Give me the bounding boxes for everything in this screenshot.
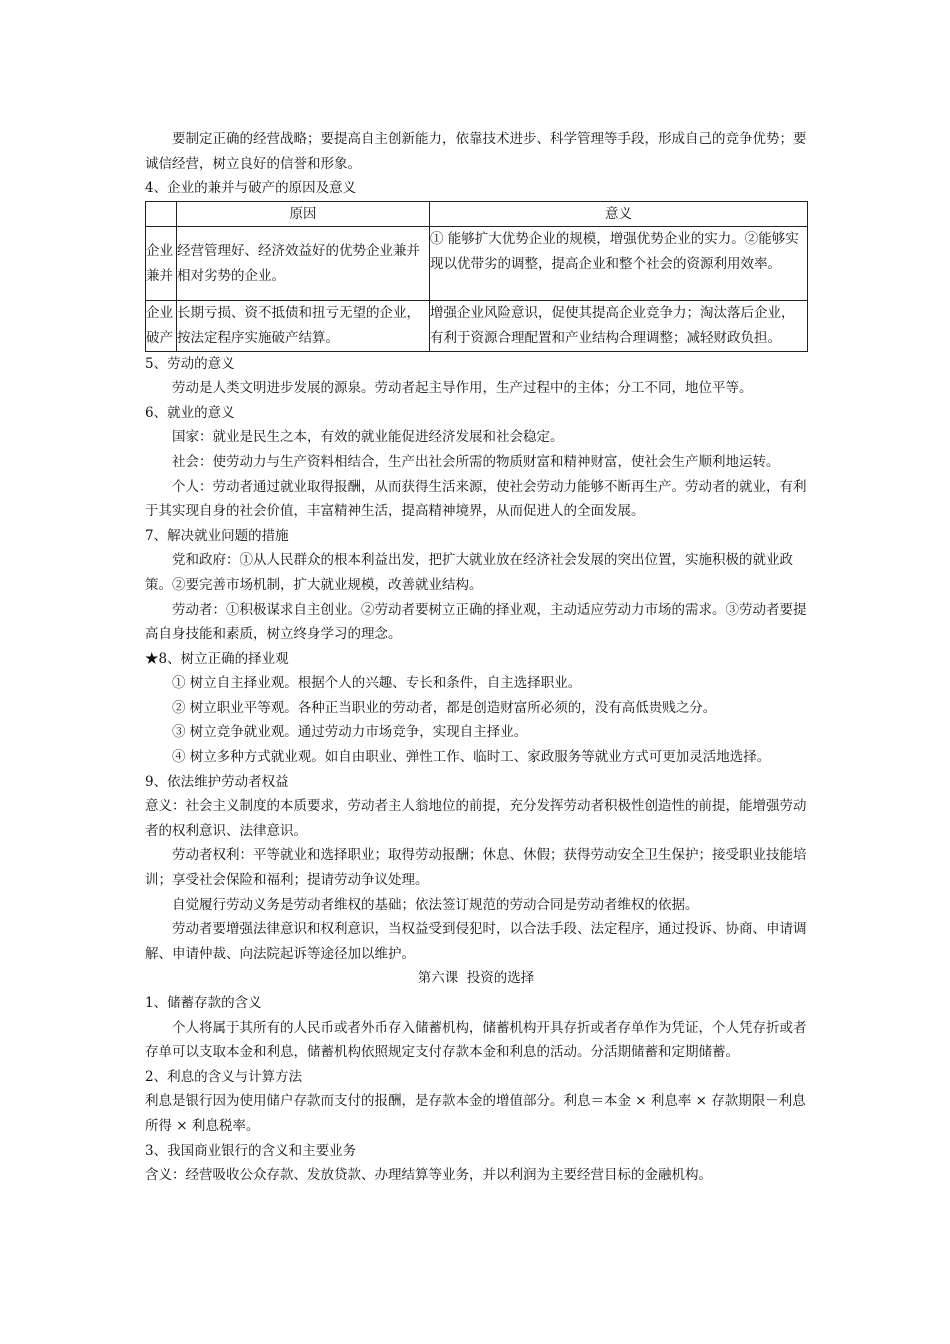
paragraph: 国家：就业是民生之本，有效的就业能促进经济发展和社会稳定。 bbox=[172, 429, 564, 446]
section-heading-7: 7、解决就业问题的措施 bbox=[145, 527, 289, 544]
row-reason-merger: 经营管理好、经济效益好的优势企业兼并相对劣势的企业。 bbox=[177, 227, 430, 301]
paragraph: 意义：社会主义制度的本质要求，劳动者主人翁地位的前提，充分发挥劳动者积极性创造性的前提，能增强劳动者的权利意识、法律意识。 bbox=[145, 798, 807, 839]
table-header-blank bbox=[146, 201, 177, 227]
section-heading-5: 5、劳动的意义 bbox=[145, 355, 235, 372]
paragraph: 党和政府：①从人民群众的根本利益出发，把扩大就业放在经济社会发展的突出位置，实施积极的就业政策。②要完善市场机制，扩大就业规模，改善就业结构。 bbox=[145, 552, 793, 593]
list-item: ③ 树立竞争就业观。通过劳动力市场竞争，实现自主择业。 bbox=[172, 724, 528, 741]
paragraph: 社会：使劳动力与生产资料相结合，生产出社会所需的物质财富和精神财富，使社会生产顺利地运转。 bbox=[172, 453, 780, 470]
section-heading-8: ★8、树立正确的择业观 bbox=[145, 650, 289, 667]
paragraph: 个人将属于其所有的人民币或者外币存入储蓄机构，储蓄机构开具存折或者存单作为凭证，个人凭存折或者存单可以支取本金和利息，储蓄机构依照规定支付存款本金和利息的活动。分活期储蓄和定期储蓄。 bbox=[145, 1019, 807, 1061]
section-heading-6: 6、就业的意义 bbox=[145, 404, 235, 421]
table-header-meaning: 意义 bbox=[430, 201, 808, 227]
paragraph: 劳动是人类文明进步发展的源泉。劳动者起主导作用，生产过程中的主体；分工不同，地位平等。 bbox=[172, 380, 753, 397]
paragraph: 劳动者要增强法律意识和权利意识，当权益受到侵犯时，以合法手段、法定程序，通过投诉、协商、申请调解、申请仲裁、向法院起诉等途径加以维护。 bbox=[145, 921, 807, 962]
paragraph: 自觉履行劳动义务是劳动者维权的基础；依法签订规范的劳动合同是劳动者维权的依据。 bbox=[172, 896, 699, 913]
row-meaning-merger: ① 能够扩大优势企业的规模，增强优势企业的实力。②能够实现以优带劣的调整，提高企业和整个社会的资源利用效率。 bbox=[430, 227, 808, 301]
document-body bbox=[145, 127, 807, 1188]
list-item: ① 树立自主择业观。根据个人的兴趣、专长和条件，自主选择职业。 bbox=[172, 675, 582, 692]
intro-paragraph: 要制定正确的经营战略；要提高自主创新能力，依靠技术进步、科学管理等手段，形成自己的竞争优势；要诚信经营，树立良好的信誉和形象。 bbox=[145, 131, 807, 172]
row-label-merger: 企业兼并 bbox=[146, 227, 177, 301]
table-header-reason: 原因 bbox=[177, 201, 430, 227]
paragraph: 个人：劳动者通过就业取得报酬，从而获得生活来源，使社会劳动力能够不断再生产。劳动者的就业，有利于其实现自身的社会价值，丰富精神生活，提高精神境界，从而促进人的全面发展。 bbox=[145, 478, 807, 520]
table-header-row bbox=[146, 201, 808, 227]
lesson-heading-2: 2、利息的含义与计算方法 bbox=[145, 1068, 303, 1085]
table-row bbox=[146, 301, 808, 351]
row-meaning-bankruptcy: 增强企业风险意识，促使其提高企业竞争力；淘汰落后企业，有利于资源合理配置和产业结构合理调整；减轻财政负担。 bbox=[430, 301, 808, 351]
lesson-heading-3: 3、我国商业银行的含义和主要业务 bbox=[145, 1142, 357, 1159]
section-heading-9: 9、依法维护劳动者权益 bbox=[145, 773, 289, 790]
list-item: ② 树立职业平等观。各种正当职业的劳动者，都是创造财富所必须的，没有高低贵贱之分。 bbox=[172, 699, 717, 716]
list-item: ④ 树立多种方式就业观。如自由职业、弹性工作、临时工、家政服务等就业方式可更加灵活地选择。 bbox=[172, 749, 771, 766]
row-reason-bankruptcy: 长期亏损、资不抵债和扭亏无望的企业，按法定程序实施破产结算。 bbox=[177, 301, 430, 351]
section-heading-4: 4、企业的兼并与破产的原因及意义 bbox=[145, 180, 357, 197]
table-row bbox=[146, 227, 808, 301]
paragraph: 劳动者权利：平等就业和选择职业；取得劳动报酬；休息、休假；获得劳动安全卫生保护；接受职业技能培训；享受社会保险和福利；提请劳动争议处理。 bbox=[145, 847, 807, 889]
row-label-bankruptcy: 企业破产 bbox=[146, 301, 177, 351]
paragraph: 劳动者：①积极谋求自主创业。②劳动者要树立正确的择业观，主动适应劳动力市场的需求。③劳动者要提高自身技能和素质，树立终身学习的理念。 bbox=[145, 601, 807, 643]
lesson-heading-1: 1、储蓄存款的含义 bbox=[145, 995, 262, 1011]
merger-bankruptcy-table bbox=[145, 201, 808, 352]
paragraph: 含义：经营吸收公众存款、发放贷款、办理结算等业务，并以利润为主要经营目标的金融机构。 bbox=[145, 1167, 712, 1184]
lesson-title: 第六课 投资的选择 bbox=[417, 970, 535, 987]
paragraph: 利息是银行因为使用储户存款而支付的报酬，是存款本金的增值部分。利息＝本金 × 利息率 × 存款期限－利息所得 × 利息税率。 bbox=[145, 1093, 806, 1134]
